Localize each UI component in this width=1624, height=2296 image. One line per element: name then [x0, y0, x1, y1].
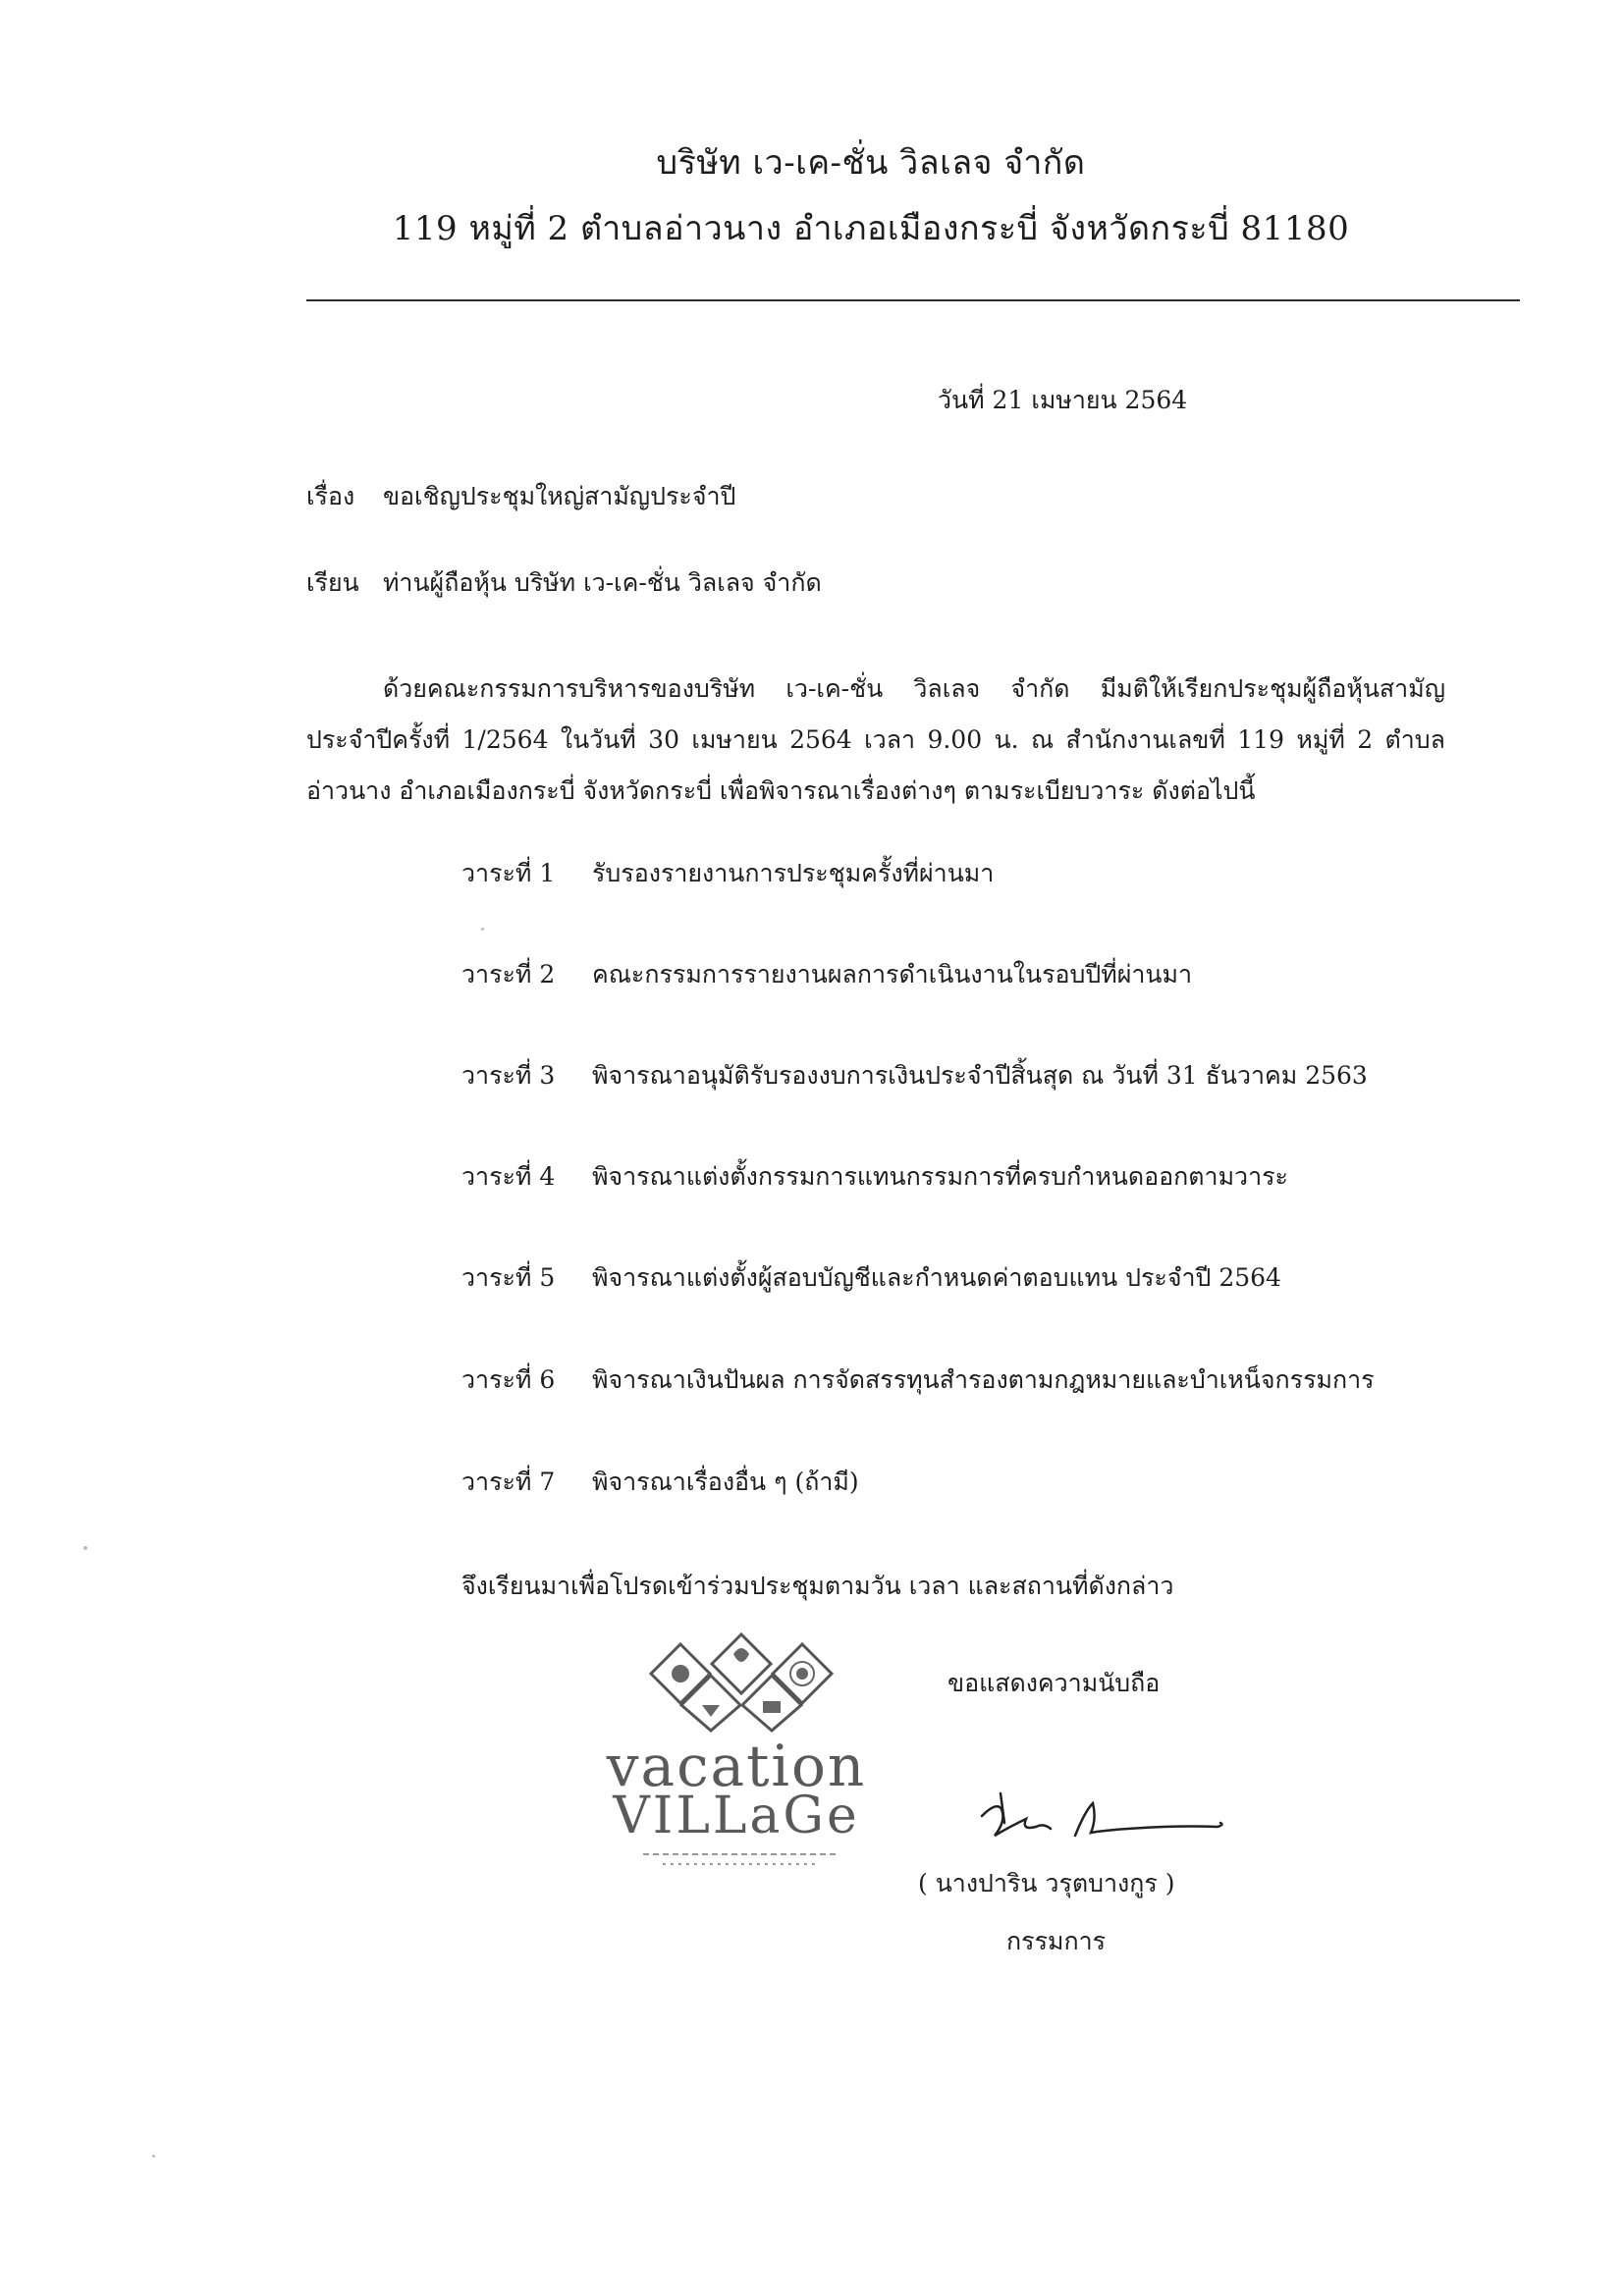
scan-speck: [152, 2155, 155, 2158]
agenda-text: รับรองรายงานการประชุมครั้งที่ผ่านมา: [592, 859, 995, 887]
company-address: 119 หมู่ที่ 2 ตำบลอ่าวนาง อำเภอเมืองกระบี่ จังหวัดกระบี่ 81180: [392, 209, 1350, 248]
body-line: ประจำปีครั้งที่ 1/2564 ในวันที่ 30 เมษายน 2564 เวลา 9.00 น. ณ สำนักงานเลขที่ 119 หมู่ที่ 2 ตำบล: [306, 725, 1445, 754]
agenda-item: [461, 1056, 1368, 1095]
agenda-text: พิจารณาแต่งตั้งกรรมการแทนกรรมการที่ครบกำหนดออกตามวาระ: [592, 1162, 1288, 1191]
body-line: ด้วยคณะกรรมการบริหารของบริษัท เว-เค-ชั่น วิลเลจ จำกัด มีมติให้เรียกประชุมผู้ถือหุ้นสามัญ: [383, 674, 1445, 703]
agenda-number: วาระที่ 6: [461, 1365, 556, 1394]
agenda-number: วาระที่ 3: [461, 1061, 556, 1090]
agenda-number: วาระที่ 1: [461, 859, 556, 887]
body-paragraph: [306, 664, 1445, 817]
body-line: อ่าวนาง อำเภอเมืองกระบี่ จังหวัดกระบี่ เพื่อพิจารณาเรื่องต่างๆ ตามระเบียบวาระ ดังต่อไปนี้: [306, 776, 1256, 805]
agenda-item: [461, 1361, 1375, 1400]
agenda-item: [461, 854, 994, 893]
recipient-text: ท่านผู้ถือหุ้น บริษัท เว-เค-ชั่น วิลเลจ จำกัด: [382, 568, 822, 597]
agenda-item: [461, 1157, 1288, 1197]
agenda-item: [461, 1463, 859, 1502]
signer-title: กรรมการ: [1006, 1927, 1107, 1955]
stamp-small-text: [633, 1848, 849, 1870]
stamp-emblem-icon: [594, 1625, 889, 1733]
stamp-brand-word: VILLaGe: [613, 1787, 860, 1845]
agenda-text: คณะกรรมการรายงานผลการดำเนินงานในรอบปีที่ผ่านมา: [592, 960, 1193, 988]
subject-line: [306, 477, 735, 516]
agenda-item: [461, 1258, 1281, 1298]
agenda-text: พิจารณาเรื่องอื่น ๆ (ถ้ามี): [592, 1468, 859, 1496]
stamp-brand-word: vacation: [606, 1733, 867, 1799]
recipient-label: เรียน: [306, 568, 359, 597]
agenda-number: วาระที่ 4: [461, 1162, 556, 1191]
scan-speck: [481, 928, 484, 931]
closing-line: จึงเรียนมาเพื่อโปรดเข้าร่วมประชุมตามวัน เวลา และสถานที่ดังกล่าว: [461, 1572, 1174, 1600]
agenda-text: พิจารณาอนุมัติรับรองงบการเงินประจำปีสิ้นสุด ณ วันที่ 31 ธันวาคม 2563: [592, 1061, 1368, 1090]
recipient-line: [306, 563, 822, 603]
signer-name: ( นางปาริน วรุตบางกูร ): [918, 1869, 1175, 1897]
agenda-item: [461, 955, 1192, 994]
regards-line: ขอแสดงความนับถือ: [947, 1669, 1161, 1697]
subject-label: เรื่อง: [306, 482, 355, 510]
letter-date: วันที่ 21 เมษายน 2564: [938, 386, 1188, 414]
agenda-text: พิจารณาแต่งตั้งผู้สอบบัญชีและกำหนดค่าตอบแทน ประจำปี 2564: [592, 1263, 1281, 1292]
company-name: บริษัท เว-เค-ชั่น วิลเลจ จำกัด: [656, 143, 1086, 183]
scan-speck: [83, 1546, 87, 1550]
agenda-number: วาระที่ 7: [461, 1468, 556, 1496]
company-stamp: [594, 1625, 889, 1880]
agenda-text: พิจารณาเงินปันผล การจัดสรรทุนสำรองตามกฎหมายและบำเหน็จกรรมการ: [592, 1365, 1375, 1394]
signature-mark: [967, 1782, 1262, 1860]
subject-text: ขอเชิญประชุมใหญ่สามัญประจำปี: [382, 482, 736, 510]
agenda-number: วาระที่ 5: [461, 1263, 556, 1292]
agenda-number: วาระที่ 2: [461, 960, 556, 988]
header-divider: [306, 299, 1520, 301]
